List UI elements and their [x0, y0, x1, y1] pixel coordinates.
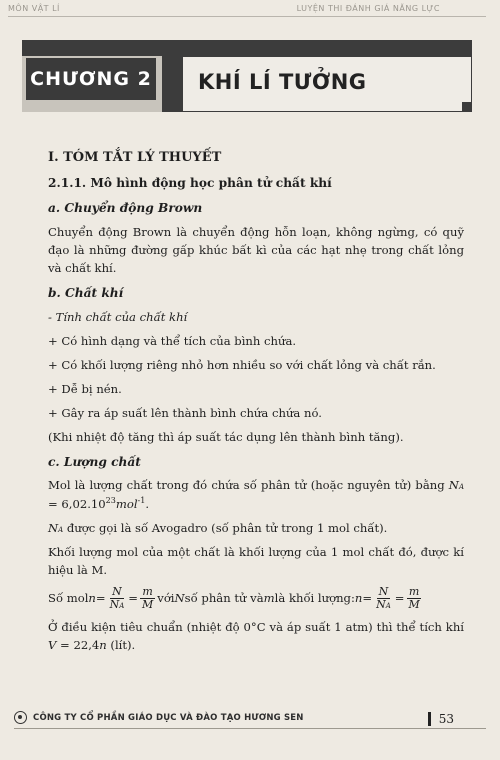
company-logo-icon	[14, 711, 27, 724]
avogadro-symbol-2: NA	[48, 521, 64, 536]
mol-formula-mid: với	[157, 590, 175, 605]
page-number	[428, 712, 454, 726]
gas-properties-label: - Tính chất của chất khí	[48, 309, 188, 324]
page-number-bar	[428, 712, 431, 726]
gas-property-2: + Có khối lượng riêng nhỏ hơn nhiều so với chất lỏng và chất rắn.	[48, 357, 436, 372]
m-symbol: m	[263, 590, 275, 605]
header-ghost-right: LUYỆN THI ĐÁNH GIÁ NĂNG LỰC	[296, 4, 440, 13]
stp-text-a: Ở điều kiện tiêu chuẩn (nhiệt độ 0°C và áp suất 1 atm) thì thể tích khí	[48, 620, 464, 635]
avogadro-text: được gọi là số Avogadro (số phân tử trong 1 mol chất).	[63, 521, 388, 536]
header-ghost-left: MÔN VẬT LÍ	[8, 4, 60, 13]
n-count-symbol: N	[174, 590, 185, 605]
fraction-n-over-na: $\frac{N}{NA}$	[109, 585, 125, 612]
chapter-title: KHÍ LÍ TƯỞNG	[198, 70, 367, 94]
v-symbol: V	[48, 638, 57, 653]
fraction-m-over-mm-2: $\frac{m}{M}$	[408, 585, 420, 612]
section-title: I. TÓM TẮT LÝ THUYẾT	[48, 150, 222, 165]
n-symbol: n	[88, 590, 96, 605]
stp-text-c: (lít).	[106, 638, 136, 653]
gas-property-3: + Dễ bị nén.	[48, 381, 122, 396]
chapter-label: CHƯƠNG 2	[26, 58, 156, 100]
mol-unit: mol	[115, 497, 138, 512]
avogadro-symbol: NA	[448, 478, 464, 493]
mol-text-b: = 6,02.10	[48, 497, 106, 512]
paragraph-mol	[48, 477, 464, 514]
stp-text-b: = 22,4	[56, 638, 100, 653]
n-symbol-2: n	[354, 590, 363, 605]
company-name: CÔNG TY CỔ PHẦN GIÁO DỤC VÀ ĐÀO TẠO HƯƠNG SEN	[33, 712, 304, 723]
mol-exponent: 23	[105, 496, 116, 506]
gas-property-4: + Gây ra áp suất lên thành bình chứa chứa nó.	[48, 405, 322, 420]
heading-brown: a. Chuyển động Brown	[48, 201, 203, 216]
gas-property-1: + Có hình dạng và thể tích của bình chứa.	[48, 333, 297, 348]
mol-formula-mid3: là khối lượng:	[274, 590, 355, 605]
mol-formula-mid2: số phân tử và	[184, 590, 264, 605]
subsection-title: 2.1.1. Mô hình động học phân tử chất khí	[48, 176, 332, 191]
n-symbol-3: n	[99, 638, 107, 653]
content-body	[48, 148, 464, 661]
heading-gas: b. Chất khí	[48, 285, 124, 300]
paragraph-molar-mass: Khối lượng mol của một chất là khối lượng của 1 mol chất đó, được kí hiệu là M.	[48, 545, 464, 578]
mol-formula-line: Số mol n = $\frac{N}{NA}$ = $\frac{m}{M}$ với N số phân tử và m là khối lượng: n = $\frac{N}{NA}$ = $\frac{m}{M}$	[48, 585, 420, 612]
mol-text-end: .	[145, 497, 150, 512]
page-number-text: 53	[438, 712, 454, 726]
paragraph-brown: Chuyển động Brown là chuyển động hỗn loạn, không ngừng, có quỹ đạo là những đường gấp khúc bất kì của các hạt nhẹ trong chất lỏng và chất khí.	[48, 224, 464, 275]
mol-text-a: Mol là lượng chất trong đó chứa số phân tử (hoặc nguyên tử) bằng	[48, 478, 449, 493]
chapter-banner	[22, 40, 472, 112]
fraction-m-over-mm: $\frac{m}{M}$	[142, 585, 154, 612]
heading-amount: c. Lượng chất	[48, 454, 141, 469]
header-rule	[8, 16, 486, 17]
paragraph-avogadro	[48, 520, 464, 538]
mol-unit-exponent: -1	[137, 496, 146, 506]
fraction-n-over-na-2: $\frac{N}{NA}$	[376, 585, 391, 612]
gas-property-note: (Khi nhiệt độ tăng thì áp suất tác dụng lên thành bình tăng).	[48, 429, 404, 444]
footer-company	[14, 711, 304, 724]
mol-formula-prefix: Số mol	[48, 590, 89, 605]
paragraph-stp	[48, 619, 464, 655]
footer-rule	[14, 728, 486, 729]
